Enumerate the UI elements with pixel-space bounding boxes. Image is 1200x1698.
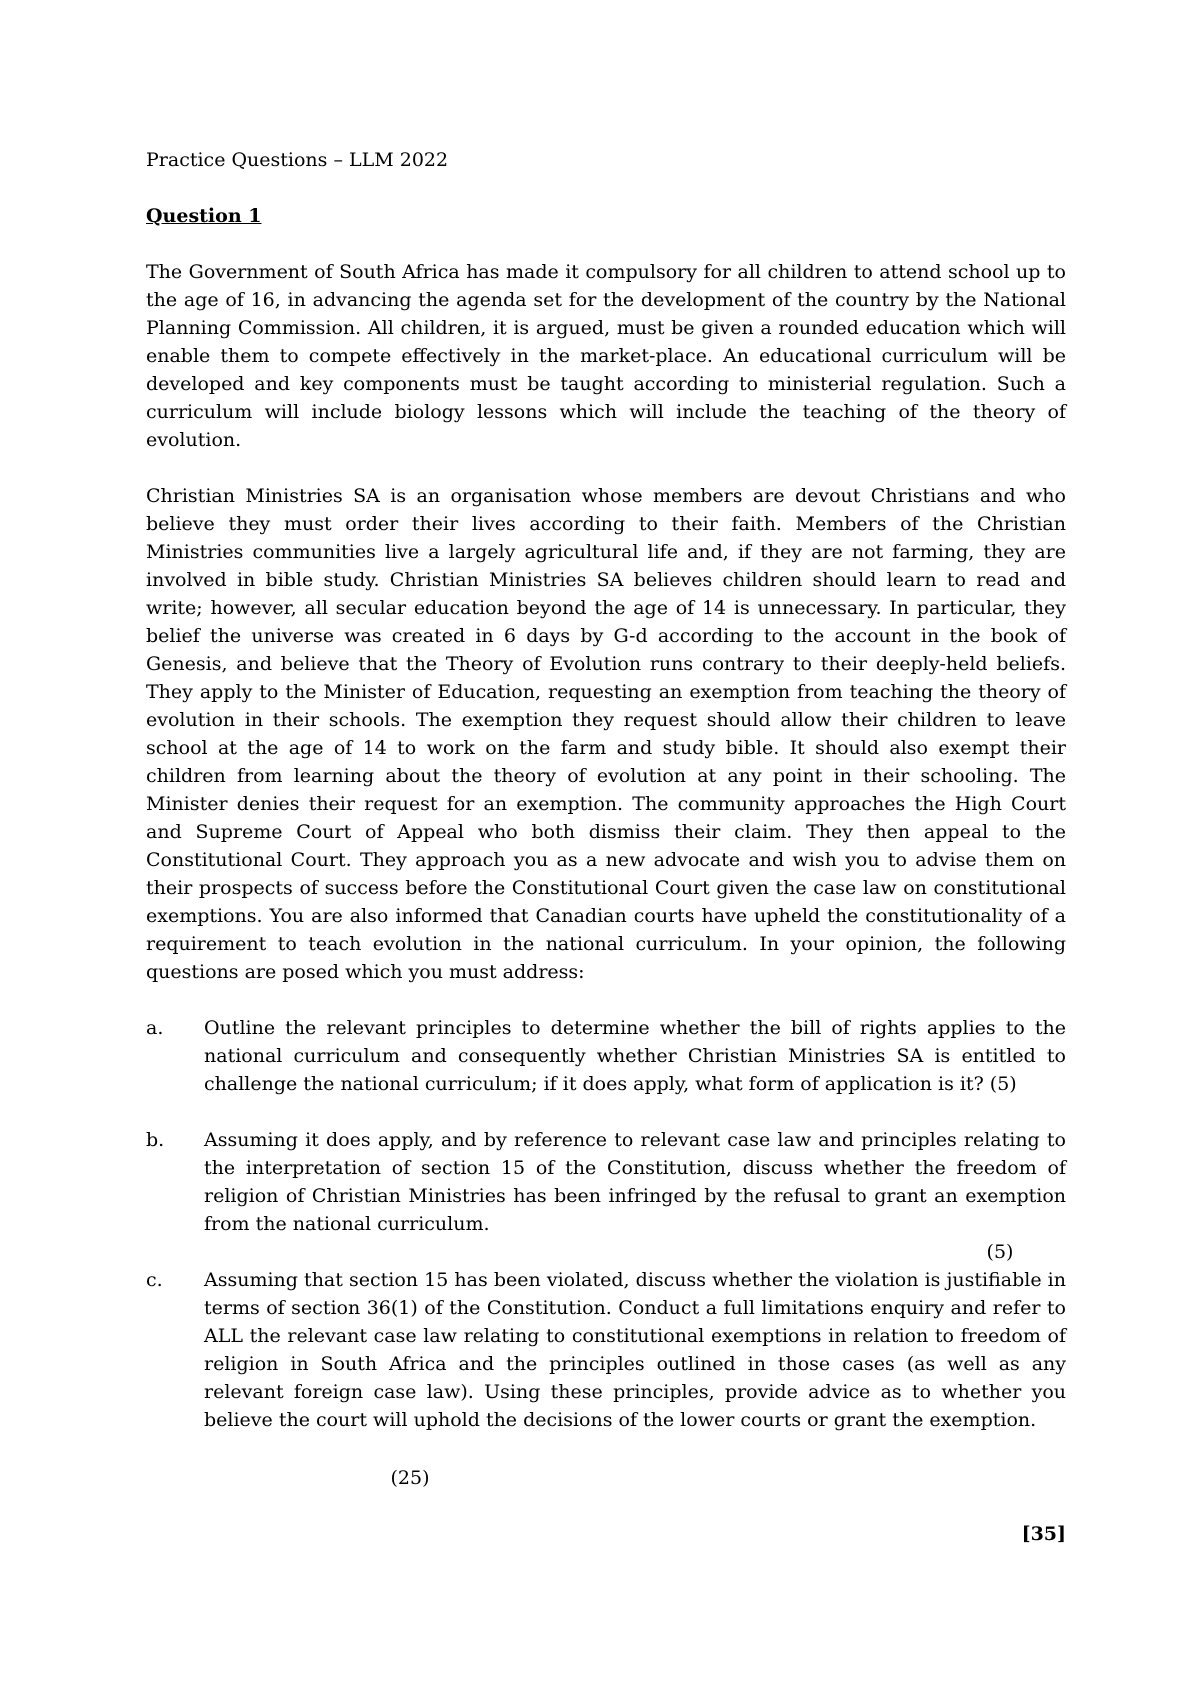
sub-question-c <box>146 1266 1066 1434</box>
document-title: Practice Questions – LLM 2022 <box>146 149 449 171</box>
sub-question-a <box>146 1014 1066 1098</box>
sub-question-letter: b. <box>146 1129 165 1151</box>
sub-question-b <box>146 1126 1066 1238</box>
marks-c: (25) <box>390 1467 430 1489</box>
sub-question-text: Outline the relevant principles to determine whether the bill of rights applies to the national curriculum and consequently whether Christian Ministries SA is entitled to challenge the national curriculum; if it does apply, what form of application is it? (5) <box>204 1017 1066 1095</box>
question-heading: Question 1 <box>146 205 262 227</box>
sub-question-letter: c. <box>146 1269 163 1291</box>
scenario-paragraph-2: Christian Ministries SA is an organisation whose members are devout Christians and who believe they must order their lives according to their faith. Members of the Christian Ministries communities live a largely agricultural life and, if they are not farming, they are involved in bible study. Christian Ministries SA believes children should learn to read and write; however, all secular education beyond the age of 14 is unnecessary. In particular, they belief the universe was created in 6 days by G-d according to the account in the book of Genesis, and believe that the Theory of Evolution runs contrary to their deeply-held beliefs. They apply to the Minister of Education, requesting an exemption from teaching the theory of evolution in their schools. The exemption they request should allow their children to leave school at the age of 14 to work on the farm and study bible. It should also exempt their children from learning about the theory of evolution at any point in their schooling. The Minister denies their request for an exemption. The community approaches the High Court and Supreme Court of Appeal who both dismiss their claim. They then appeal to the Constitutional Court. They approach you as a new advocate and wish you to advise them on their prospects of success before the Constitutional Court given the case law on constitutional exemptions. You are also informed that Canadian courts have upheld the constitutionality of a requirement to teach evolution in the national curriculum. In your opinion, the following questions are posed which you must address: <box>146 485 1066 983</box>
scenario-paragraph-1: The Government of South Africa has made it compulsory for all children to attend school up to the age of 16, in advancing the agenda set for the development of the country by the National Planning Commission. All children, it is argued, must be given a rounded education which will enable them to compete effectively in the market-place. An educational curriculum will be developed and key components must be taught according to ministerial regulation. Such a curriculum will include biology lessons which will include the teaching of the theory of evolution. <box>146 261 1066 451</box>
total-marks: [35] <box>1021 1523 1066 1545</box>
sub-question-letter: a. <box>146 1017 164 1039</box>
sub-question-text: Assuming that section 15 has been violated, discuss whether the violation is justifiable in terms of section 36(1) of the Constitution. Conduct a full limitations enquiry and refer to ALL the relevant case law relating to constitutional exemptions in relation to freedom of religion in South Africa and the principles outlined in those cases (as well as any relevant foreign case law). Using these principles, provide advice as to whether you believe the court will uphold the decisions of the lower courts or grant the exemption. <box>204 1269 1066 1431</box>
marks-b: (5) <box>986 1241 1014 1263</box>
sub-question-text: Assuming it does apply, and by reference to relevant case law and principles relating to the interpretation of section 15 of the Constitution, discuss whether the freedom of religion of Christian Ministries has been infringed by the refusal to grant an exemption from the national curriculum. <box>204 1129 1066 1235</box>
